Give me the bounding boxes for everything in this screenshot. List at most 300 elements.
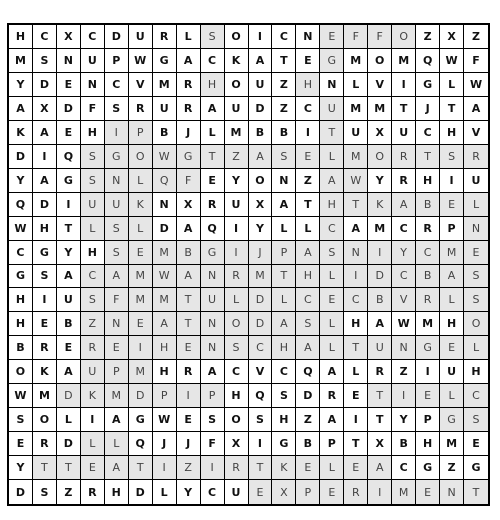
grid-cell[interactable]: M: [344, 145, 368, 169]
grid-cell[interactable]: M: [225, 121, 249, 145]
grid-cell[interactable]: X: [57, 25, 81, 49]
grid-cell[interactable]: E: [57, 73, 81, 97]
grid-cell[interactable]: E: [416, 480, 440, 504]
grid-cell[interactable]: G: [464, 456, 488, 480]
grid-cell[interactable]: R: [129, 97, 153, 121]
grid-cell[interactable]: E: [416, 384, 440, 408]
grid-cell[interactable]: R: [416, 217, 440, 241]
grid-cell[interactable]: U: [368, 336, 392, 360]
grid-cell[interactable]: S: [9, 408, 33, 432]
grid-cell[interactable]: Z: [81, 312, 105, 336]
grid-cell[interactable]: C: [416, 121, 440, 145]
grid-cell[interactable]: O: [368, 145, 392, 169]
grid-cell[interactable]: S: [81, 145, 105, 169]
grid-cell[interactable]: T: [201, 145, 225, 169]
grid-cell[interactable]: R: [177, 97, 201, 121]
grid-cell[interactable]: D: [33, 73, 57, 97]
grid-cell[interactable]: B: [368, 288, 392, 312]
grid-cell[interactable]: T: [320, 121, 344, 145]
grid-cell[interactable]: H: [440, 312, 464, 336]
grid-cell[interactable]: Y: [9, 456, 33, 480]
grid-cell[interactable]: Z: [296, 169, 320, 193]
grid-cell[interactable]: L: [225, 288, 249, 312]
grid-cell[interactable]: Z: [296, 408, 320, 432]
grid-cell[interactable]: H: [153, 336, 177, 360]
grid-cell[interactable]: D: [9, 145, 33, 169]
grid-cell[interactable]: E: [320, 288, 344, 312]
grid-cell[interactable]: K: [33, 360, 57, 384]
grid-cell[interactable]: F: [201, 432, 225, 456]
grid-cell[interactable]: V: [129, 73, 153, 97]
grid-cell[interactable]: E: [81, 456, 105, 480]
grid-cell[interactable]: X: [272, 480, 296, 504]
grid-cell[interactable]: U: [201, 288, 225, 312]
grid-cell[interactable]: J: [177, 432, 201, 456]
grid-cell[interactable]: A: [33, 169, 57, 193]
grid-cell[interactable]: H: [440, 121, 464, 145]
grid-cell[interactable]: O: [225, 25, 249, 49]
grid-cell[interactable]: T: [57, 456, 81, 480]
grid-cell[interactable]: C: [272, 360, 296, 384]
grid-cell[interactable]: D: [129, 480, 153, 504]
grid-cell[interactable]: X: [249, 193, 273, 217]
grid-cell[interactable]: I: [392, 73, 416, 97]
grid-cell[interactable]: S: [272, 384, 296, 408]
grid-cell[interactable]: U: [392, 121, 416, 145]
grid-cell[interactable]: Z: [392, 360, 416, 384]
grid-cell[interactable]: H: [33, 217, 57, 241]
grid-cell[interactable]: P: [296, 480, 320, 504]
grid-cell[interactable]: B: [416, 193, 440, 217]
grid-cell[interactable]: C: [33, 25, 57, 49]
grid-cell[interactable]: X: [368, 121, 392, 145]
grid-cell[interactable]: M: [416, 312, 440, 336]
grid-cell[interactable]: D: [9, 480, 33, 504]
grid-cell[interactable]: S: [296, 312, 320, 336]
grid-cell[interactable]: R: [177, 73, 201, 97]
grid-cell[interactable]: S: [81, 169, 105, 193]
grid-cell[interactable]: H: [105, 480, 129, 504]
grid-cell[interactable]: A: [464, 97, 488, 121]
grid-cell[interactable]: U: [105, 193, 129, 217]
grid-cell[interactable]: F: [344, 25, 368, 49]
grid-cell[interactable]: T: [177, 288, 201, 312]
grid-cell[interactable]: H: [9, 25, 33, 49]
grid-cell[interactable]: X: [177, 193, 201, 217]
grid-cell[interactable]: H: [344, 312, 368, 336]
grid-cell[interactable]: U: [129, 25, 153, 49]
grid-cell[interactable]: I: [344, 408, 368, 432]
grid-cell[interactable]: W: [9, 384, 33, 408]
grid-cell[interactable]: H: [81, 241, 105, 265]
grid-cell[interactable]: A: [320, 360, 344, 384]
grid-cell[interactable]: L: [320, 456, 344, 480]
grid-cell[interactable]: A: [249, 49, 273, 73]
grid-cell[interactable]: N: [296, 25, 320, 49]
grid-cell[interactable]: A: [33, 121, 57, 145]
grid-cell[interactable]: U: [225, 193, 249, 217]
grid-cell[interactable]: O: [225, 408, 249, 432]
grid-cell[interactable]: S: [105, 241, 129, 265]
grid-cell[interactable]: P: [416, 408, 440, 432]
grid-cell[interactable]: T: [344, 193, 368, 217]
grid-cell[interactable]: C: [272, 25, 296, 49]
grid-cell[interactable]: A: [272, 193, 296, 217]
grid-cell[interactable]: I: [392, 384, 416, 408]
grid-cell[interactable]: T: [344, 432, 368, 456]
grid-cell[interactable]: T: [177, 312, 201, 336]
grid-cell[interactable]: G: [153, 49, 177, 73]
grid-cell[interactable]: H: [272, 336, 296, 360]
grid-cell[interactable]: L: [272, 288, 296, 312]
grid-cell[interactable]: E: [57, 336, 81, 360]
grid-cell[interactable]: S: [225, 336, 249, 360]
grid-cell[interactable]: L: [440, 384, 464, 408]
grid-cell[interactable]: A: [105, 456, 129, 480]
grid-cell[interactable]: A: [368, 456, 392, 480]
grid-cell[interactable]: I: [201, 456, 225, 480]
grid-cell[interactable]: C: [296, 97, 320, 121]
grid-cell[interactable]: D: [249, 97, 273, 121]
grid-cell[interactable]: S: [320, 241, 344, 265]
grid-cell[interactable]: D: [249, 312, 273, 336]
grid-cell[interactable]: G: [33, 241, 57, 265]
grid-cell[interactable]: O: [9, 360, 33, 384]
grid-cell[interactable]: E: [249, 480, 273, 504]
grid-cell[interactable]: A: [392, 193, 416, 217]
grid-cell[interactable]: E: [320, 480, 344, 504]
grid-cell[interactable]: Y: [9, 169, 33, 193]
grid-cell[interactable]: C: [105, 73, 129, 97]
grid-cell[interactable]: N: [201, 336, 225, 360]
grid-cell[interactable]: N: [105, 312, 129, 336]
grid-cell[interactable]: L: [464, 336, 488, 360]
grid-cell[interactable]: Y: [392, 241, 416, 265]
grid-cell[interactable]: M: [33, 384, 57, 408]
grid-cell[interactable]: S: [201, 408, 225, 432]
grid-cell[interactable]: E: [464, 241, 488, 265]
grid-cell[interactable]: P: [320, 432, 344, 456]
grid-cell[interactable]: T: [368, 384, 392, 408]
grid-cell[interactable]: A: [201, 97, 225, 121]
grid-cell[interactable]: E: [440, 336, 464, 360]
grid-cell[interactable]: L: [320, 145, 344, 169]
grid-cell[interactable]: W: [392, 312, 416, 336]
grid-cell[interactable]: H: [9, 288, 33, 312]
grid-cell[interactable]: B: [9, 336, 33, 360]
grid-cell[interactable]: H: [225, 384, 249, 408]
grid-cell[interactable]: S: [464, 265, 488, 289]
grid-cell[interactable]: P: [153, 384, 177, 408]
grid-cell[interactable]: E: [105, 336, 129, 360]
grid-cell[interactable]: U: [320, 97, 344, 121]
grid-cell[interactable]: I: [177, 384, 201, 408]
grid-cell[interactable]: S: [464, 408, 488, 432]
grid-cell[interactable]: Y: [9, 73, 33, 97]
grid-cell[interactable]: P: [272, 241, 296, 265]
grid-cell[interactable]: G: [9, 265, 33, 289]
grid-cell[interactable]: E: [201, 169, 225, 193]
grid-cell[interactable]: H: [464, 360, 488, 384]
grid-cell[interactable]: R: [392, 145, 416, 169]
grid-cell[interactable]: B: [296, 432, 320, 456]
grid-cell[interactable]: E: [344, 384, 368, 408]
grid-cell[interactable]: L: [320, 336, 344, 360]
grid-cell[interactable]: Q: [201, 217, 225, 241]
grid-cell[interactable]: W: [464, 73, 488, 97]
grid-cell[interactable]: O: [225, 73, 249, 97]
grid-cell[interactable]: O: [368, 49, 392, 73]
grid-cell[interactable]: L: [440, 288, 464, 312]
grid-cell[interactable]: G: [440, 408, 464, 432]
grid-cell[interactable]: I: [105, 121, 129, 145]
grid-cell[interactable]: M: [392, 480, 416, 504]
grid-cell[interactable]: Q: [416, 49, 440, 73]
grid-cell[interactable]: I: [249, 25, 273, 49]
grid-cell[interactable]: A: [57, 265, 81, 289]
grid-cell[interactable]: S: [272, 145, 296, 169]
grid-cell[interactable]: U: [81, 49, 105, 73]
grid-cell[interactable]: H: [201, 73, 225, 97]
grid-cell[interactable]: W: [153, 145, 177, 169]
grid-cell[interactable]: Z: [416, 25, 440, 49]
grid-cell[interactable]: L: [105, 432, 129, 456]
grid-cell[interactable]: T: [392, 97, 416, 121]
grid-cell[interactable]: E: [177, 408, 201, 432]
grid-cell[interactable]: U: [57, 288, 81, 312]
grid-cell[interactable]: M: [344, 49, 368, 73]
grid-cell[interactable]: B: [416, 265, 440, 289]
grid-cell[interactable]: T: [368, 408, 392, 432]
grid-cell[interactable]: R: [368, 360, 392, 384]
grid-cell[interactable]: G: [129, 408, 153, 432]
grid-cell[interactable]: R: [464, 145, 488, 169]
grid-cell[interactable]: P: [105, 49, 129, 73]
grid-cell[interactable]: M: [129, 360, 153, 384]
grid-cell[interactable]: X: [440, 25, 464, 49]
grid-cell[interactable]: Q: [57, 145, 81, 169]
grid-cell[interactable]: A: [105, 265, 129, 289]
grid-cell[interactable]: C: [81, 25, 105, 49]
grid-cell[interactable]: T: [272, 49, 296, 73]
grid-cell[interactable]: C: [416, 241, 440, 265]
grid-cell[interactable]: I: [81, 408, 105, 432]
grid-cell[interactable]: Y: [249, 217, 273, 241]
grid-cell[interactable]: E: [57, 121, 81, 145]
grid-cell[interactable]: O: [129, 145, 153, 169]
grid-cell[interactable]: I: [368, 241, 392, 265]
grid-cell[interactable]: L: [153, 480, 177, 504]
grid-cell[interactable]: G: [57, 169, 81, 193]
grid-cell[interactable]: G: [416, 73, 440, 97]
grid-cell[interactable]: X: [368, 432, 392, 456]
grid-cell[interactable]: Z: [272, 97, 296, 121]
grid-cell[interactable]: F: [464, 49, 488, 73]
grid-cell[interactable]: N: [440, 480, 464, 504]
grid-cell[interactable]: I: [249, 432, 273, 456]
grid-cell[interactable]: E: [344, 456, 368, 480]
grid-cell[interactable]: G: [105, 145, 129, 169]
grid-cell[interactable]: G: [416, 456, 440, 480]
grid-cell[interactable]: O: [225, 312, 249, 336]
grid-cell[interactable]: Y: [57, 241, 81, 265]
grid-cell[interactable]: E: [296, 456, 320, 480]
grid-cell[interactable]: I: [57, 193, 81, 217]
grid-cell[interactable]: E: [296, 49, 320, 73]
grid-cell[interactable]: C: [464, 384, 488, 408]
grid-cell[interactable]: W: [440, 49, 464, 73]
grid-cell[interactable]: U: [464, 169, 488, 193]
grid-cell[interactable]: A: [272, 312, 296, 336]
grid-cell[interactable]: J: [153, 432, 177, 456]
grid-cell[interactable]: L: [81, 217, 105, 241]
grid-cell[interactable]: S: [33, 480, 57, 504]
grid-cell[interactable]: H: [296, 73, 320, 97]
grid-cell[interactable]: A: [368, 312, 392, 336]
grid-cell[interactable]: N: [392, 336, 416, 360]
grid-cell[interactable]: A: [57, 360, 81, 384]
grid-cell[interactable]: M: [368, 97, 392, 121]
grid-cell[interactable]: M: [129, 288, 153, 312]
grid-cell[interactable]: R: [153, 25, 177, 49]
grid-cell[interactable]: Z: [272, 73, 296, 97]
grid-cell[interactable]: A: [177, 49, 201, 73]
grid-cell[interactable]: J: [416, 97, 440, 121]
grid-cell[interactable]: R: [392, 169, 416, 193]
grid-cell[interactable]: W: [129, 49, 153, 73]
grid-cell[interactable]: L: [344, 360, 368, 384]
grid-cell[interactable]: J: [249, 241, 273, 265]
grid-cell[interactable]: P: [105, 360, 129, 384]
grid-cell[interactable]: R: [33, 336, 57, 360]
grid-cell[interactable]: C: [320, 217, 344, 241]
grid-cell[interactable]: Q: [153, 169, 177, 193]
grid-cell[interactable]: Z: [440, 456, 464, 480]
grid-cell[interactable]: R: [320, 384, 344, 408]
grid-cell[interactable]: R: [177, 360, 201, 384]
grid-cell[interactable]: U: [440, 360, 464, 384]
grid-cell[interactable]: T: [440, 97, 464, 121]
grid-cell[interactable]: C: [201, 480, 225, 504]
grid-cell[interactable]: F: [105, 288, 129, 312]
grid-cell[interactable]: D: [249, 288, 273, 312]
grid-cell[interactable]: S: [201, 25, 225, 49]
grid-cell[interactable]: M: [440, 241, 464, 265]
grid-cell[interactable]: N: [153, 193, 177, 217]
grid-cell[interactable]: Z: [177, 456, 201, 480]
grid-cell[interactable]: C: [249, 336, 273, 360]
grid-cell[interactable]: L: [129, 217, 153, 241]
grid-cell[interactable]: U: [225, 97, 249, 121]
grid-cell[interactable]: L: [296, 217, 320, 241]
grid-cell[interactable]: H: [416, 432, 440, 456]
grid-cell[interactable]: A: [105, 408, 129, 432]
grid-cell[interactable]: T: [33, 456, 57, 480]
grid-cell[interactable]: H: [272, 408, 296, 432]
grid-cell[interactable]: H: [9, 312, 33, 336]
grid-cell[interactable]: G: [272, 432, 296, 456]
grid-cell[interactable]: C: [344, 288, 368, 312]
grid-cell[interactable]: N: [464, 217, 488, 241]
grid-cell[interactable]: U: [153, 97, 177, 121]
grid-cell[interactable]: A: [153, 312, 177, 336]
grid-cell[interactable]: L: [81, 432, 105, 456]
grid-cell[interactable]: U: [344, 121, 368, 145]
grid-cell[interactable]: I: [440, 169, 464, 193]
grid-cell[interactable]: P: [129, 121, 153, 145]
grid-cell[interactable]: Z: [57, 480, 81, 504]
grid-cell[interactable]: D: [296, 384, 320, 408]
grid-cell[interactable]: C: [392, 265, 416, 289]
grid-cell[interactable]: I: [33, 288, 57, 312]
grid-cell[interactable]: S: [440, 145, 464, 169]
grid-cell[interactable]: O: [464, 312, 488, 336]
grid-cell[interactable]: R: [201, 193, 225, 217]
grid-cell[interactable]: A: [296, 336, 320, 360]
grid-cell[interactable]: T: [272, 265, 296, 289]
grid-cell[interactable]: L: [201, 121, 225, 145]
grid-cell[interactable]: A: [9, 97, 33, 121]
grid-cell[interactable]: J: [177, 121, 201, 145]
grid-cell[interactable]: R: [344, 480, 368, 504]
grid-cell[interactable]: B: [177, 241, 201, 265]
grid-cell[interactable]: G: [201, 241, 225, 265]
grid-cell[interactable]: B: [57, 312, 81, 336]
grid-cell[interactable]: I: [225, 241, 249, 265]
grid-cell[interactable]: H: [153, 360, 177, 384]
grid-cell[interactable]: U: [81, 360, 105, 384]
grid-cell[interactable]: U: [225, 480, 249, 504]
grid-cell[interactable]: E: [296, 145, 320, 169]
grid-cell[interactable]: M: [368, 217, 392, 241]
grid-cell[interactable]: I: [225, 217, 249, 241]
grid-cell[interactable]: L: [57, 408, 81, 432]
grid-cell[interactable]: S: [105, 217, 129, 241]
grid-cell[interactable]: C: [296, 288, 320, 312]
grid-cell[interactable]: S: [81, 288, 105, 312]
grid-cell[interactable]: D: [33, 193, 57, 217]
grid-cell[interactable]: T: [416, 145, 440, 169]
grid-cell[interactable]: I: [129, 336, 153, 360]
grid-cell[interactable]: B: [392, 432, 416, 456]
grid-cell[interactable]: C: [81, 265, 105, 289]
grid-cell[interactable]: P: [440, 217, 464, 241]
grid-cell[interactable]: K: [272, 456, 296, 480]
grid-cell[interactable]: I: [416, 360, 440, 384]
grid-cell[interactable]: E: [320, 25, 344, 49]
grid-cell[interactable]: F: [81, 97, 105, 121]
grid-cell[interactable]: V: [368, 73, 392, 97]
grid-cell[interactable]: S: [105, 97, 129, 121]
grid-cell[interactable]: Q: [9, 193, 33, 217]
grid-cell[interactable]: H: [320, 193, 344, 217]
grid-cell[interactable]: T: [57, 217, 81, 241]
grid-cell[interactable]: D: [57, 97, 81, 121]
grid-cell[interactable]: H: [81, 121, 105, 145]
grid-cell[interactable]: M: [153, 241, 177, 265]
grid-cell[interactable]: Z: [464, 25, 488, 49]
grid-cell[interactable]: A: [177, 265, 201, 289]
grid-cell[interactable]: V: [464, 121, 488, 145]
grid-cell[interactable]: Y: [392, 408, 416, 432]
grid-cell[interactable]: W: [153, 408, 177, 432]
grid-cell[interactable]: N: [344, 241, 368, 265]
grid-cell[interactable]: B: [272, 121, 296, 145]
grid-cell[interactable]: A: [344, 217, 368, 241]
grid-cell[interactable]: B: [249, 121, 273, 145]
grid-cell[interactable]: C: [392, 456, 416, 480]
grid-cell[interactable]: M: [153, 73, 177, 97]
